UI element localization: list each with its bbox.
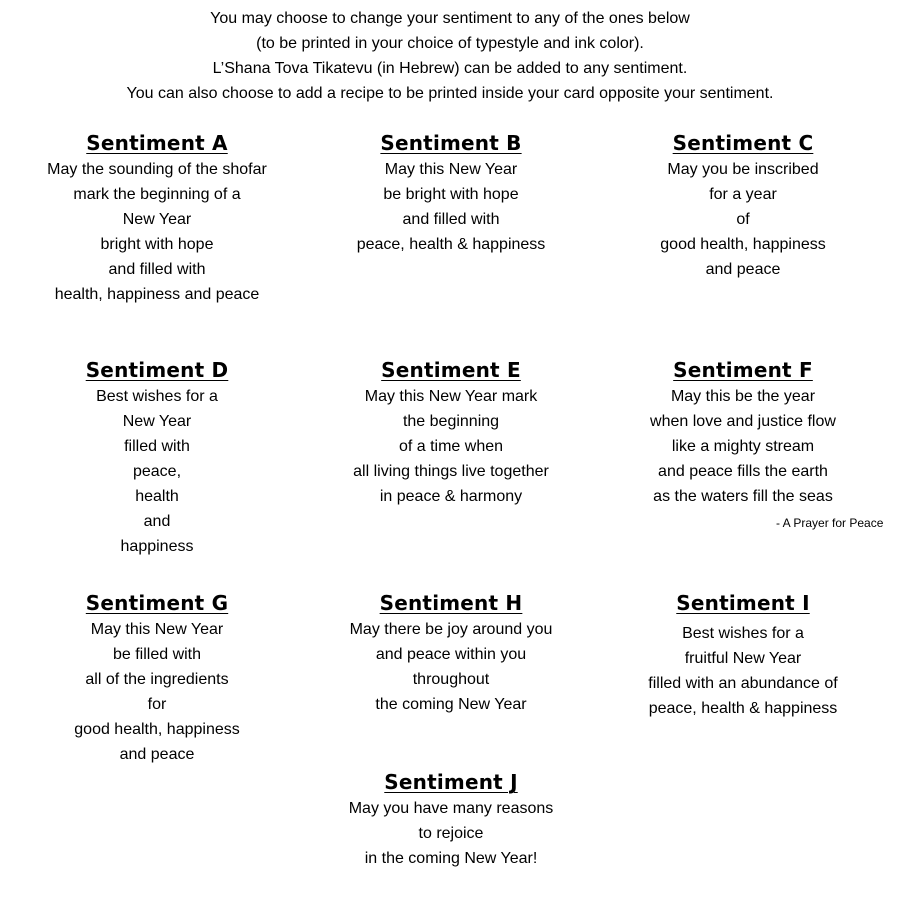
sentiment-line: and: [143, 513, 171, 530]
sentiment-j: [301, 770, 601, 871]
sentiment-line: health, happiness and peace: [54, 286, 260, 303]
sentiment-line: in the coming New Year!: [364, 850, 538, 867]
sentiment-line: bright with hope: [100, 236, 214, 253]
sentiment-title: Sentiment I: [676, 591, 810, 615]
sentiment-line: and filled with: [108, 261, 206, 278]
sentiment-line: and peace within you: [375, 646, 527, 663]
sentiment-line: May this New Year mark: [364, 388, 538, 405]
sentiment-line: happiness: [120, 538, 194, 555]
sentiment-line: and peace: [705, 261, 781, 278]
sentiment-line: peace, health & happiness: [648, 700, 838, 717]
intro-line: You can also choose to add a recipe to be printed inside your card opposite your sentiment.: [126, 85, 774, 102]
sentiment-line: Best wishes for a: [682, 625, 804, 642]
sentiment-line: May there be joy around you: [349, 621, 553, 638]
sentiment-line: when love and justice flow: [650, 413, 836, 430]
sentiment-title: Sentiment C: [672, 131, 814, 155]
sentiment-line: Best wishes for a: [96, 388, 218, 405]
sentiment-line: be filled with: [112, 646, 202, 663]
sentiment-a: [7, 131, 307, 307]
intro-line: (to be printed in your choice of typestyle and ink color).: [256, 35, 644, 52]
sentiment-line: good health, happiness: [660, 236, 826, 253]
sentiment-line: New Year: [122, 211, 192, 228]
sentiment-title: Sentiment E: [381, 358, 521, 382]
sentiment-line: and filled with: [402, 211, 500, 228]
sentiment-b: [301, 131, 601, 257]
sentiment-line: be bright with hope: [383, 186, 519, 203]
sentiment-title: Sentiment H: [379, 591, 523, 615]
sentiment-title: Sentiment J: [384, 770, 518, 794]
sentiment-line: peace, health & happiness: [356, 236, 546, 253]
sentiment-line: May you be inscribed: [667, 161, 819, 178]
sentiment-title: Sentiment A: [86, 131, 228, 155]
sentiment-line: health: [135, 488, 179, 505]
intro-line: L’Shana Tova Tikatevu (in Hebrew) can be added to any sentiment.: [212, 60, 688, 77]
sentiment-i: [593, 591, 893, 721]
sentiment-line: mark the beginning of a: [73, 186, 241, 203]
sentiment-title: Sentiment B: [380, 131, 522, 155]
intro-text: [0, 6, 900, 106]
sentiment-line: all living things live together: [353, 463, 549, 480]
sentiment-e: [301, 358, 601, 509]
sentiment-g: [7, 591, 307, 767]
sentiment-f-attribution: - A Prayer for Peace: [776, 516, 884, 530]
sentiment-line: and peace fills the earth: [658, 463, 828, 480]
sentiment-c: [593, 131, 893, 282]
sentiment-line: May you have many reasons: [348, 800, 554, 817]
sentiment-line: all of the ingredients: [85, 671, 229, 688]
sentiment-title: Sentiment F: [673, 358, 813, 382]
sentiment-line: the coming New Year: [375, 696, 527, 713]
sentiment-line: for a year: [709, 186, 777, 203]
sentiment-line: New Year: [122, 413, 192, 430]
sentiment-h: [301, 591, 601, 717]
sentiment-line: filled with an abundance of: [648, 675, 838, 692]
sentiment-line: May the sounding of the shofar: [47, 161, 267, 178]
sentiment-line: filled with: [124, 438, 190, 455]
sentiment-line: peace,: [132, 463, 182, 480]
sentiment-line: May this New Year: [384, 161, 518, 178]
sentiment-line: to rejoice: [418, 825, 484, 842]
sentiment-line: May this New Year: [90, 621, 224, 638]
sentiment-f: [593, 358, 893, 509]
sentiment-line: and peace: [119, 746, 195, 763]
sentiment-line: for: [147, 696, 167, 713]
sentiment-line: like a mighty stream: [671, 438, 815, 455]
sentiment-title: Sentiment D: [85, 358, 229, 382]
sentiment-line: good health, happiness: [74, 721, 240, 738]
sentiment-line: in peace & harmony: [379, 488, 523, 505]
sentiment-line: of: [736, 211, 750, 228]
sentiment-d: [7, 358, 307, 559]
sentiment-line: throughout: [412, 671, 490, 688]
sentiment-line: May this be the year: [670, 388, 816, 405]
sentiment-line: fruitful New Year: [684, 650, 802, 667]
intro-line: You may choose to change your sentiment to any of the ones below: [210, 10, 690, 27]
sentiment-title: Sentiment G: [85, 591, 229, 615]
sentiment-line: of a time when: [398, 438, 504, 455]
sentiment-line: as the waters fill the seas: [653, 488, 833, 505]
sentiment-line: the beginning: [402, 413, 500, 430]
